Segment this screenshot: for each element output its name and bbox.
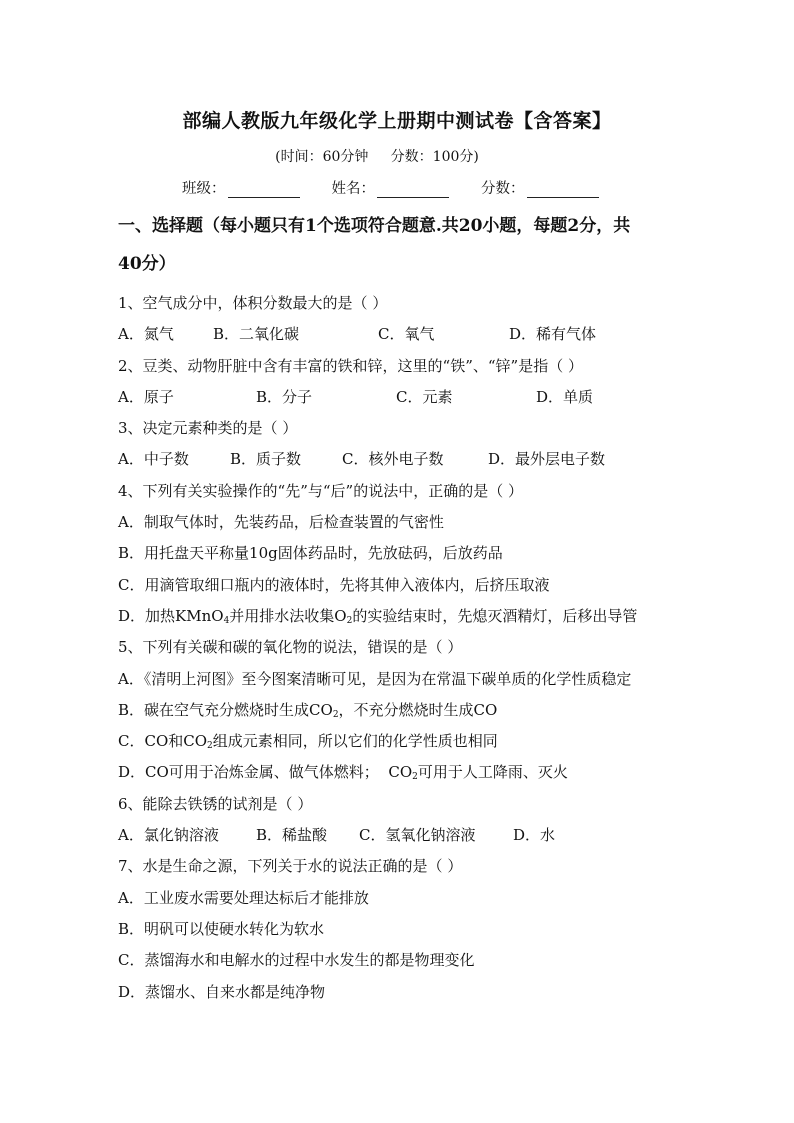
score-blank[interactable] [527,183,599,198]
option: C．核外电子数 [342,450,444,469]
score-label: 分数： [481,181,525,197]
option: A．原子 [118,387,174,406]
option: A．制取气体时，先装药品，后检查装置的气密性 [118,513,444,532]
option-row [118,319,688,350]
option: C．蒸馏海水和电解水的过程中水发生的都是物理变化 [118,951,475,970]
option: B．二氧化碳 [213,325,300,344]
option-row [118,444,688,475]
option: D．加热KMnO$_4$并用排水法收集$O_2$的实验结束时，先熄灭酒精灯，后移出导管 [118,606,638,626]
option-row [118,382,688,413]
option: C．元素 [396,387,453,406]
option: B．稀盐酸 [256,826,328,845]
option: A．《清明上河图》至今图案清晰可见，是因为在常温下碳单质的化学性质稳定 [118,669,632,688]
option: C．氢氧化钠溶液 [359,826,476,845]
option: D．单质 [536,387,594,406]
student-info-row [182,177,599,198]
option: A．中子数 [118,450,189,469]
option: D．CO可用于冶炼金属、做气体燃料； $CO_2$可用于人工降雨、灭火 [118,763,568,783]
option: B．碳在空气充分燃烧时生成$CO_2$，不充分燃烧时生成CO [118,700,498,720]
question-stem: 7、水是生命之源，下列关于水的说法正确的是（ ） [118,857,463,876]
class-field [182,177,300,198]
option: A．氯化钠溶液 [118,826,219,845]
option: B．用托盘天平称量10g固体药品时，先放砝码，后放药品 [118,544,503,563]
option: C．氧气 [378,325,435,344]
option: B．分子 [256,387,313,406]
name-blank[interactable] [377,183,449,198]
score-field [481,177,599,198]
option: D．水 [513,826,556,845]
option: A．工业废水需要处理达标后才能排放 [118,888,369,907]
question-stem: 6、能除去铁锈的试剂是（ ） [118,794,313,813]
question-stem: 5、下列有关碳和碳的氧化物的说法，错误的是（ ） [118,638,463,657]
option: D．蒸馏水、自来水都是纯净物 [118,982,326,1001]
option-row [118,820,688,851]
question-stem: 4、下列有关实验操作的“先”与“后”的说法中，正确的是（ ） [118,481,523,500]
option: C．CO和$CO_2$组成元素相同，所以它们的化学性质也相同 [118,732,498,752]
class-blank[interactable] [228,183,300,198]
option: B．明矾可以使硬水转化为软水 [118,919,325,938]
option: A．氮气 [118,325,174,344]
section-heading: 一、选择题（每小题只有1个选项符合题意.共20小题，每题2分，共 40分） [118,216,631,274]
page-title: 部编人教版九年级化学上册期中测试卷【含答案】 [182,110,612,132]
question-stem: 2、豆类、动物肝脏中含有丰富的铁和锌，这里的“铁”、“锌”是指（ ） [118,356,583,375]
question-list [118,288,688,1008]
option: B．质子数 [230,450,302,469]
name-field [332,177,450,198]
question-stem: 3、决定元素种类的是（ ） [118,419,298,438]
exam-time-score: (时间：60分钟 分数：100分) [275,149,479,165]
class-label: 班级： [182,181,226,197]
option: D．最外层电子数 [488,450,606,469]
name-label: 姓名： [331,181,375,197]
question-stem: 1、空气成分中，体积分数最大的是（ ） [118,294,388,312]
option: D．稀有气体 [509,325,597,344]
option: C．用滴管取细口瓶内的液体时，先将其伸入液体内，后挤压取液 [118,575,550,594]
